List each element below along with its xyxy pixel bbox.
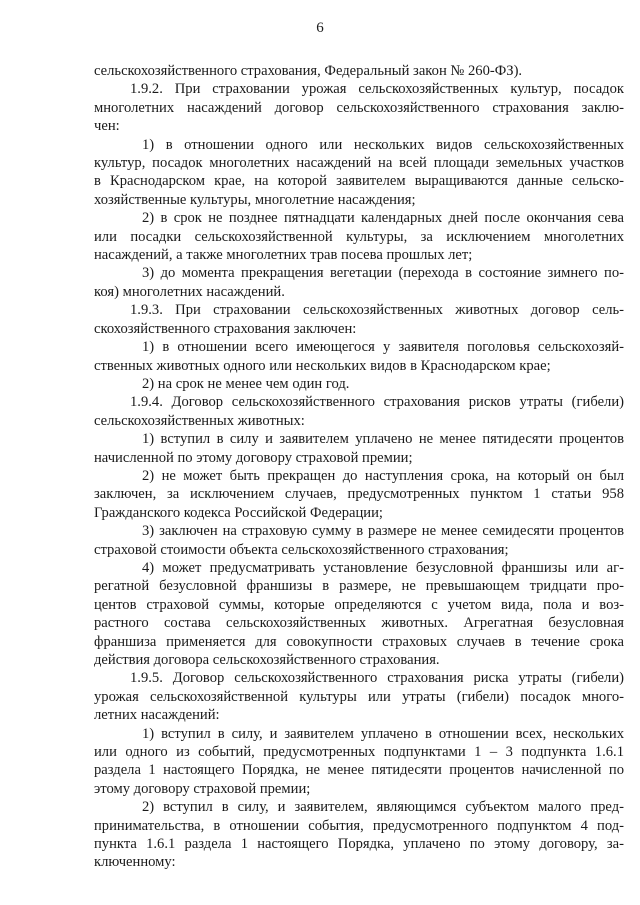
text-line: раздела 1 настоящего Порядка, не менее пятидесяти процентов начисленной по — [94, 762, 624, 779]
text-line: летних насаждений: — [94, 707, 220, 724]
text-line: 1) вступил в силу, и заявителем уплачено в отношении всех, нескольких — [142, 725, 624, 742]
document-body — [94, 62, 624, 872]
text-line: 1.9.5. Договор сельскохозяйственного страхования риска утраты (гибели) — [130, 670, 624, 687]
text-line: скохозяйственного страхования заключен: — [94, 320, 357, 337]
text-line: 1) вступил в силу и заявителем уплачено не менее пятидесяти процентов — [142, 431, 624, 448]
text-line: Гражданского кодекса Российской Федерации; — [94, 504, 383, 521]
text-line: 2) не может быть прекращен до наступления срока, на который он был — [142, 467, 624, 484]
text-line: 2) в срок не позднее пятнадцати календарных дней после окончания сева — [142, 210, 624, 227]
text-line: или посадки сельскохозяйственной культуры, за исключением многолетних — [94, 228, 624, 245]
text-line: растного состава сельскохозяйственных животных. Агрегатная безусловная — [94, 615, 624, 632]
text-line: заключен, за исключением случаев, предусмотренных пунктом 1 статьи 958 — [94, 486, 624, 503]
text-line: 1.9.3. При страховании сельскохозяйственных животных договор сель- — [130, 302, 624, 319]
text-line: 3) до момента прекращения вегетации (перехода в состояние зимнего по- — [142, 265, 624, 282]
text-line: культур, посадок многолетних насаждений на всей площади земельных участков — [94, 155, 624, 172]
text-line: многолетних насаждений договор сельскохозяйственного страхования заклю- — [94, 99, 624, 116]
text-line: начисленной по этому договору страховой премии; — [94, 449, 413, 466]
text-line: чен: — [94, 118, 120, 135]
text-line: коя) многолетних насаждений. — [94, 283, 285, 300]
text-line: принимательства, в отношении события, предусмотренного подпунктом 4 под- — [94, 817, 624, 834]
text-line: 1) в отношении всего имеющегося у заявителя поголовья сельскохозяй- — [142, 339, 624, 356]
text-line: франшиза применяется для совокупности страховых случаев в течение срока — [94, 633, 624, 650]
text-line: 3) заключен на страховую сумму в размере не менее семидесяти процентов — [142, 523, 624, 540]
text-line: 1.9.4. Договор сельскохозяйственного страхования рисков утраты (гибели) — [130, 394, 624, 411]
text-line: насаждений, а также многолетних трав посева прошлых лет; — [94, 247, 473, 264]
text-line: в Краснодарском крае, на которой заявителем выращиваются данные сельско- — [94, 173, 624, 190]
text-line: 1) в отношении одного или нескольких видов сельскохозяйственных — [142, 136, 624, 153]
text-line: 1.9.2. При страховании урожая сельскохозяйственных культур, посадок — [130, 81, 624, 98]
text-line: 2) на срок не менее чем один год. — [142, 375, 350, 392]
text-line: пункта 1.6.1 раздела 1 настоящего Порядка, уплачено по этому договору, за- — [94, 836, 624, 853]
text-line: ключенному: — [94, 854, 176, 871]
text-line: хозяйственные культуры, многолетние насаждения; — [94, 191, 416, 208]
text-line: 2) вступил в силу, и заявителем, являющимся субъектом малого пред- — [142, 799, 624, 816]
text-line: страховой стоимости объекта сельскохозяйственного страхования; — [94, 541, 509, 558]
text-line: действия договора сельскохозяйственного страхования. — [94, 652, 440, 668]
text-line: 4) может предусматривать установление безусловной франшизы или аг- — [142, 559, 624, 576]
text-line: сельскохозяйственного страхования, Федеральный закон № 260-ФЗ). — [94, 63, 523, 79]
text-line: регатной безусловной франшизы в размере, не превышающем тридцати про- — [94, 578, 624, 595]
text-line: центов страховой суммы, которые определяются с учетом вида, пола и воз- — [94, 596, 624, 613]
text-line: или одного из событий, предусмотренных подпунктами 1 – 3 подпункта 1.6.1 — [94, 744, 624, 761]
text-line: урожая сельскохозяйственной культуры или утраты (гибели) посадок много- — [94, 688, 624, 705]
text-line: сельскохозяйственных животных: — [94, 412, 305, 429]
text-line: этому договору страховой премии; — [94, 780, 311, 797]
text-line: ственных животных одного или нескольких видов в Краснодарском крае; — [94, 357, 551, 374]
page-number: 6 — [316, 20, 324, 36]
